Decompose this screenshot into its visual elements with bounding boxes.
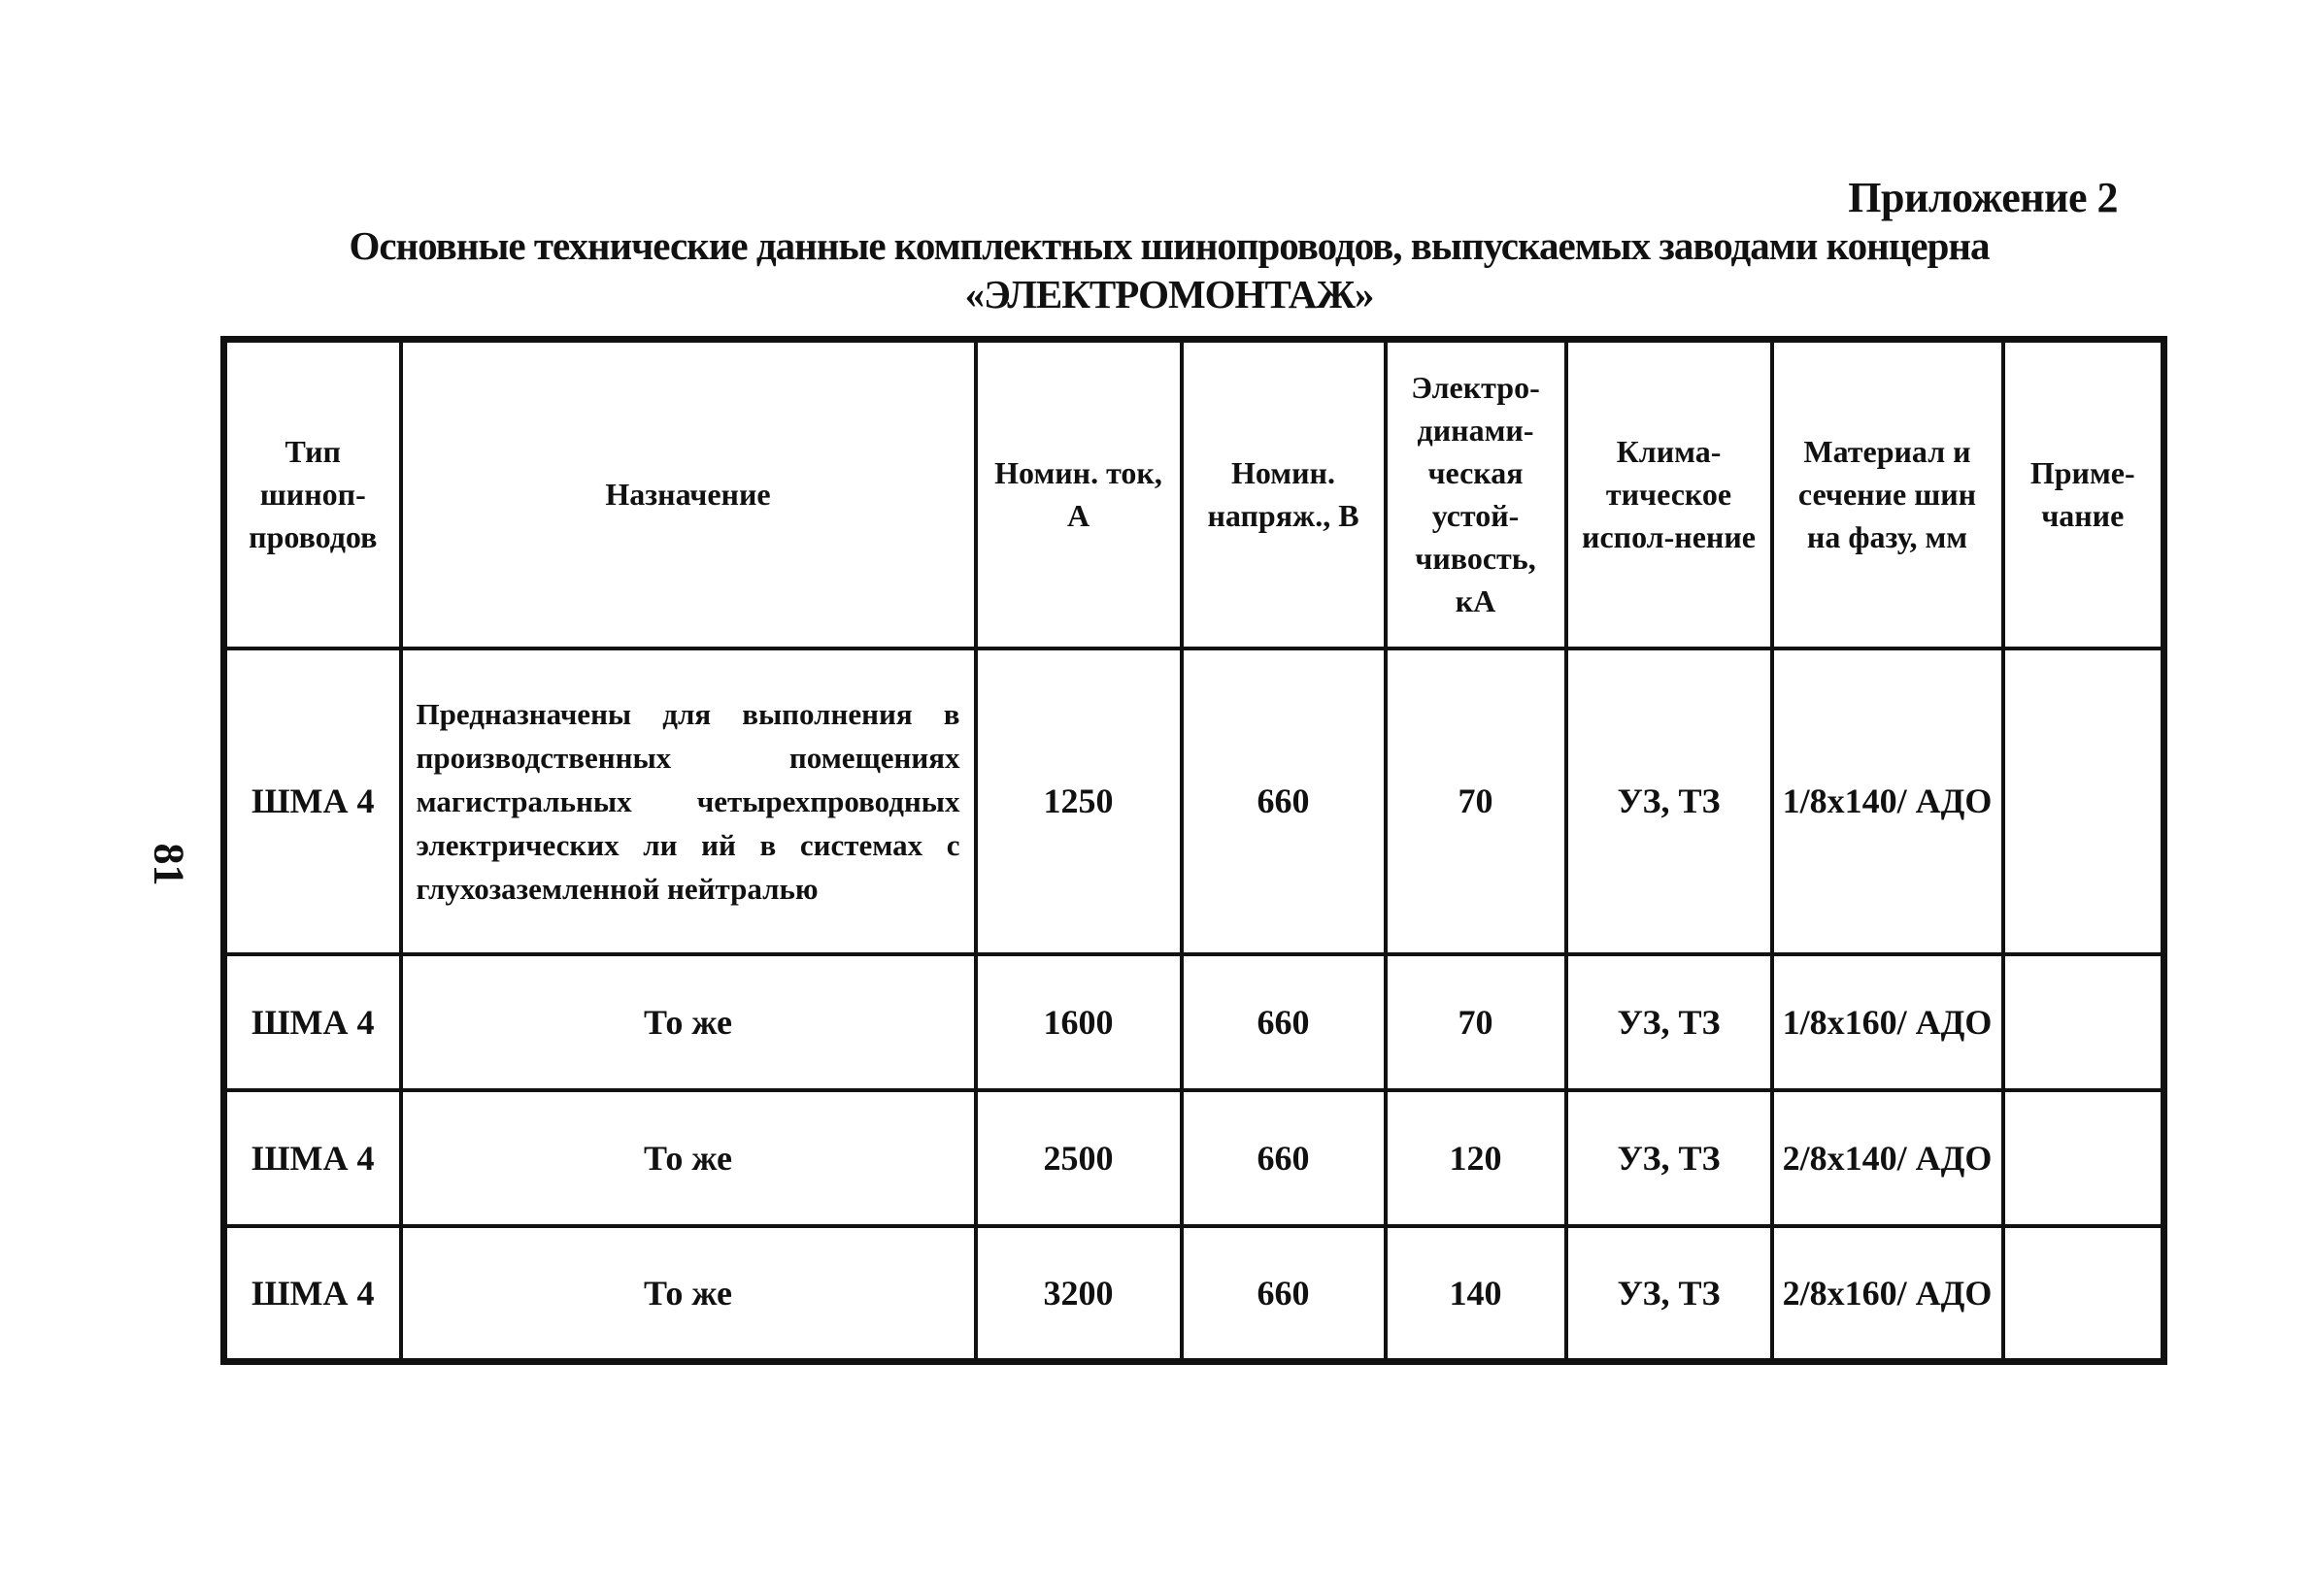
appendix-label: Приложение 2 [1848,174,2118,221]
cell-current: 1250 [976,648,1182,954]
cell-note [2003,1226,2164,1362]
cell-voltage: 660 [1182,648,1386,954]
header-dynamic-stability: Электро-динами-ческая устой-чивость, кА [1386,340,1566,648]
cell-dynamic-stability: 70 [1386,954,1566,1090]
header-climate: Клима-тическое испол-нение [1566,340,1772,648]
header-material: Материал и сечение шин на фазу, мм [1772,340,2003,648]
cell-climate: УЗ, ТЗ [1566,648,1772,954]
cell-voltage: 660 [1182,1226,1386,1362]
cell-current: 2500 [976,1090,1182,1226]
cell-dynamic-stability: 140 [1386,1226,1566,1362]
specs-table [220,336,2167,1365]
cell-note [2003,954,2164,1090]
cell-climate: УЗ, ТЗ [1566,1226,1772,1362]
header-purpose: Назначение [401,340,976,648]
cell-voltage: 660 [1182,1090,1386,1226]
table-row [224,648,2164,954]
cell-climate: УЗ, ТЗ [1566,954,1772,1090]
table-row [224,1090,2164,1226]
cell-type: ШМА 4 [224,954,401,1090]
cell-purpose: То же [401,1226,976,1362]
header-type: Тип шиноп-проводов [224,340,401,648]
header-note: Приме-чание [2003,340,2164,648]
table-row [224,954,2164,1090]
cell-type: ШМА 4 [224,1226,401,1362]
cell-dynamic-stability: 70 [1386,648,1566,954]
page-number: 81 [145,843,193,886]
cell-material: 1/8x160/ АДО [1772,954,2003,1090]
table-row [224,1226,2164,1362]
cell-dynamic-stability: 120 [1386,1090,1566,1226]
cell-note [2003,648,2164,954]
cell-note [2003,1090,2164,1226]
title-line-2: «ЭЛЕКТРОМОНТАЖ» [964,272,1374,316]
cell-material: 2/8x160/ АДО [1772,1226,2003,1362]
cell-purpose: То же [401,954,976,1090]
cell-purpose: Предназначены для выполнения в производственных помещениях магистральных четырехпроводных электрических ли ий в системах с глухозаземленной нейтралью [401,648,976,954]
cell-material: 2/8x140/ АДО [1772,1090,2003,1226]
cell-type: ШМА 4 [224,648,401,954]
cell-climate: УЗ, ТЗ [1566,1090,1772,1226]
title-line-1: Основные технические данные комплектных шинопроводов, выпускаемых заводами концерна [349,223,1990,268]
cell-current: 1600 [976,954,1182,1090]
header-voltage: Номин. напряж., В [1182,340,1386,648]
cell-material: 1/8x140/ АДО [1772,648,2003,954]
cell-current: 3200 [976,1226,1182,1362]
cell-type: ШМА 4 [224,1090,401,1226]
document-title [223,221,2115,318]
cell-purpose: То же [401,1090,976,1226]
cell-voltage: 660 [1182,954,1386,1090]
header-current: Номин. ток, А [976,340,1182,648]
table-header-row [224,340,2164,648]
